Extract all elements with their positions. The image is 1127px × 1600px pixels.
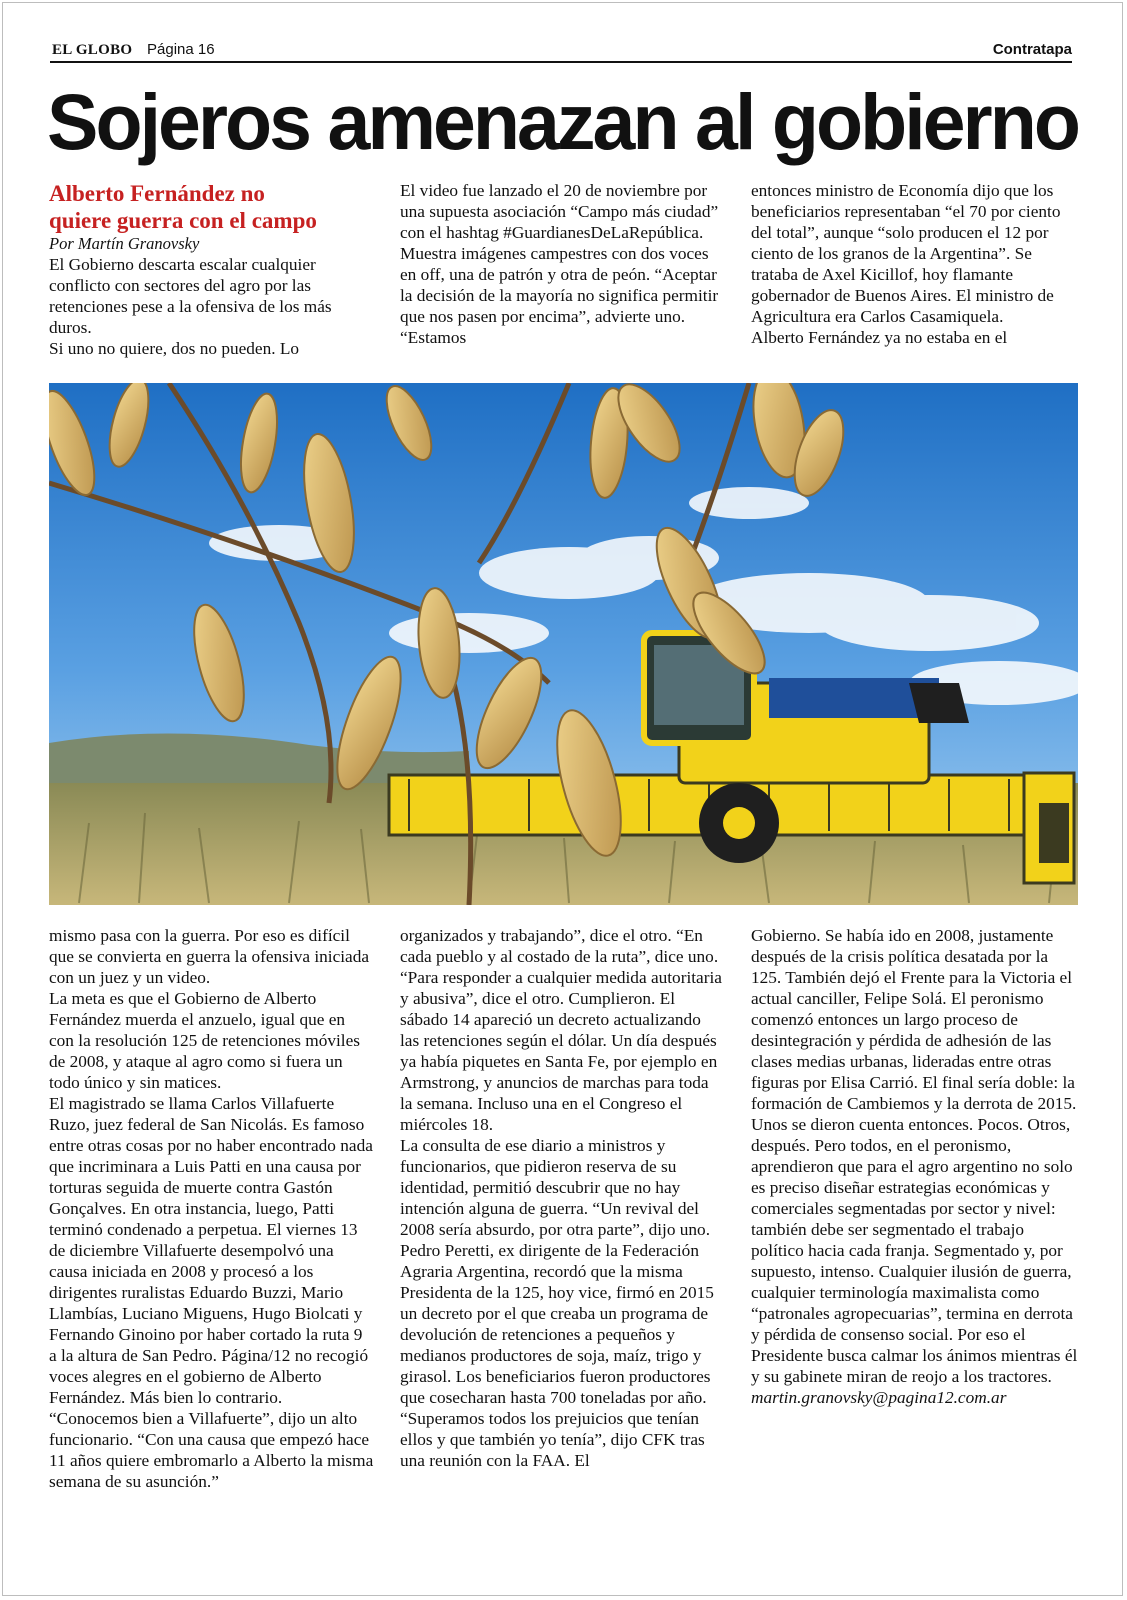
article-photo bbox=[49, 383, 1078, 905]
masthead bbox=[50, 40, 1072, 63]
paragraph: El magistrado se llama Carlos Villafuerte Ruzo, juez federal de San Nicolás. Es famoso entre otras cosas por no haber encontrado nada que incriminara a Luis Patti en una causa por torturas seguida de muerte contra Gastón Gonçalves. En otra instancia, luego, Patti terminó condenado a perpetua. El viernes 13 de diciembre Villafuerte desempolvó una causa iniciada en 2008 y procesó a los dirigentes ruralistas Eduardo Buzzi, Mario Llambías, Luciano Miguens, Hugo Biolcati y Fernando Ginoino por haber cortado la ruta 9 a la altura de San Pedro. Página/12 no recogió voces alegres en el gobierno de Alberto Fernández. Más bien lo contrario. “Conocemos bien a Villafuerte”, dijo un alto funcionario. “Con una causa que empezó hace 11 años quiere embromarlo a Alberto la misma semana de su asunción.” bbox=[49, 1094, 374, 1491]
paragraph: Si uno no quiere, dos no pueden. Lo bbox=[49, 339, 300, 358]
paragraph: mismo pasa con la guerra. Por eso es difícil que se convierta en guerra la ofensiva iniciada con un juez y un video. bbox=[49, 926, 370, 987]
paragraph: entonces ministro de Economía dijo que los beneficiarios representaban “el 70 por ciento del total”, aunque “solo producen el 12 por ciento de los granos de la Argentina”. Se trataba de Axel Kicillof, hoy flamante gobernador de Buenos Aires. El ministro de Agricultura era Carlos Casamiquela. bbox=[751, 181, 1061, 326]
headline: Sojeros amenazan al gobierno bbox=[47, 77, 1078, 166]
section-name: Contratapa bbox=[992, 41, 1072, 58]
newspaper-name: EL GLOBO bbox=[52, 42, 133, 58]
paragraph: La meta es que el Gobierno de Alberto Fernández muerda el anzuelo, igual que en con la resolución 125 de retenciones móviles de 2008, y ataque al agro como si fuera un todo único y sin matices. bbox=[49, 989, 360, 1092]
subheadline-line-1: Alberto Fernández no bbox=[49, 181, 265, 206]
combine-harvester-soybean-photo-icon bbox=[49, 383, 1078, 905]
author-email[interactable]: martin.granovsky@pagina12.com.ar bbox=[751, 1388, 1007, 1407]
column-1-top bbox=[49, 180, 374, 359]
column-3-bottom bbox=[751, 925, 1081, 1408]
column-1-bottom bbox=[49, 925, 374, 1492]
paragraph: organizados y trabajando”, dice el otro. “En cada pueblo y al costado de la ruta”, dice uno. “Para responder a cualquier medida autoritaria y abusiva”, dice el otro. Cumplieron. El sábado 14 apareció un decreto actualizando las retenciones según el dólar. Un día después ya había piquetes en Santa Fe, por ejemplo en Armstrong, y anuncios de marchas para toda la semana. Incluso una en el Congreso el miércoles 18. bbox=[400, 926, 722, 1134]
byline: Por Martín Granovsky bbox=[49, 234, 200, 253]
column-2-bottom bbox=[400, 925, 722, 1471]
paragraph: El video fue lanzado el 20 de noviembre por una supuesta asociación “Campo más ciudad” con el hashtag #GuardianesDeLaRepública. Muestra imágenes campestres con dos voces en off, una de patrón y otra de peón. “Aceptar la decisión de la mayoría no significa permitir que nos pasen por encima”, advierte uno. “Estamos bbox=[400, 181, 719, 347]
paragraph: La consulta de ese diario a ministros y funcionarios, que pidieron reserva de su identidad, permitió descubrir que no hay intención alguna de guerra. “Un revival del 2008 sería absurdo, por otra parte”, dijo uno. Pedro Peretti, ex dirigente de la Federación Agraria Argentina, recordó que la misma Presidenta de la 125, hoy vice, firmó en 2015 un decreto por el que creaba un programa de devolución de retenciones a pequeños y medianos productores de soja, maíz, trigo y girasol. Los beneficiarios fueron productores que cosecharan hasta 700 toneladas por año. “Superamos todos los prejuicios que tenían ellos y que también yo tenía”, dijo CFK tras una reunión con la FAA. El bbox=[400, 1136, 714, 1470]
page-number: Página 16 bbox=[147, 41, 215, 58]
paragraph: El Gobierno descarta escalar cualquier conflicto con sectores del agro por las retenciones pese a la ofensiva de los más duros. bbox=[49, 255, 332, 337]
column-3-top bbox=[751, 180, 1081, 348]
column-2-top bbox=[400, 180, 722, 348]
subheadline bbox=[49, 180, 374, 234]
paragraph: Gobierno. Se había ido en 2008, justamente después de la crisis política desatada por la 125. También dejó el Frente para la Victoria el actual canciller, Felipe Solá. El peronismo comenzó entonces un largo proceso de desintegración y pérdida de adhesión de las clases medias urbanas, lideradas entre otras figuras por Elisa Carrió. El final sería doble: la formación de Cambiemos y la derrota de 2015. bbox=[751, 926, 1077, 1113]
subheadline-line-2: quiere guerra con el campo bbox=[49, 208, 317, 233]
paragraph: Unos se dieron cuenta entonces. Pocos. Otros, después. Pero todos, en el peronismo, aprendieron que para el agro argentino no solo es preciso diseñar estrategias económicas y comerciales segmentadas por sector y nivel: también debe ser segmentado el trabajo político hacia cada franja. Segmentado y, por supuesto, intenso. Cualquier ilusión de guerra, cualquier terminología maximalista como “patronales agropecuarias”, termina en derrota y pérdida de consenso social. Por eso el Presidente busca calmar los ánimos mientras él y su gabinete miran de reojo a los tractores. bbox=[751, 1115, 1078, 1386]
paragraph: Alberto Fernández ya no estaba en el bbox=[751, 328, 1008, 347]
